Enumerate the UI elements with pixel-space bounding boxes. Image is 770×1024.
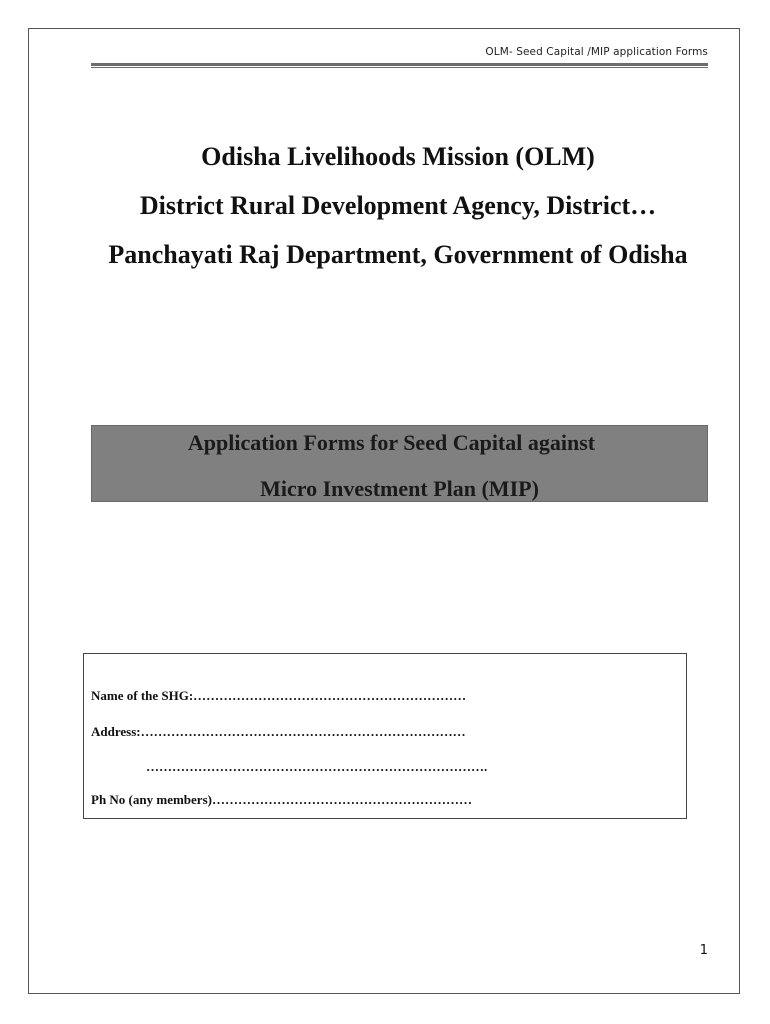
- header-rule-thin: [91, 67, 708, 68]
- banner-line-2: Micro Investment Plan (MIP): [260, 476, 539, 501]
- title-mission: Odisha Livelihoods Mission (OLM): [201, 142, 595, 171]
- header-rule: [91, 63, 708, 66]
- page-number: 1: [699, 943, 708, 958]
- address-field: Address:…………………………………………………………………: [91, 724, 466, 739]
- shg-name-field: Name of the SHG:………………………………………………………: [91, 688, 467, 703]
- banner-line-1: Application Forms for Seed Capital against: [187, 430, 596, 455]
- shg-details-box: [83, 653, 687, 819]
- phone-field: Ph No (any members)……………………………………………………: [91, 792, 472, 807]
- running-header: OLM- Seed Capital /MIP application Forms: [485, 46, 708, 58]
- title-agency: District Rural Development Agency, District…: [139, 191, 657, 220]
- page-border: [28, 28, 740, 994]
- address-continuation-field: …………………………………………………………………….: [146, 759, 488, 774]
- title-department: Panchayati Raj Department, Government of Odisha: [108, 240, 688, 269]
- form-title-banner: [91, 425, 708, 502]
